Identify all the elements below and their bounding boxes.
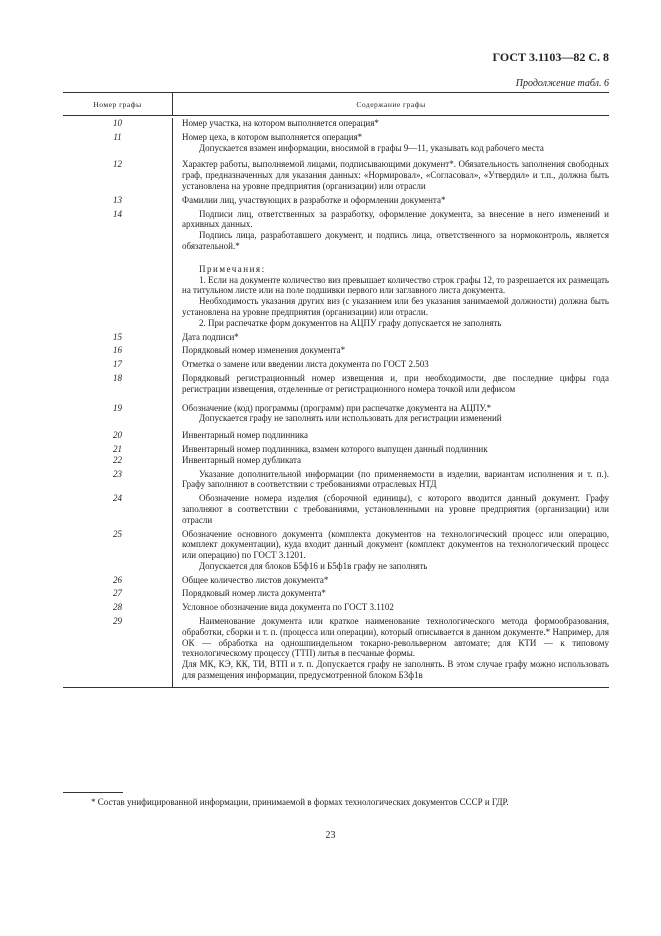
table-row [63, 195, 609, 206]
column-divider [172, 118, 173, 687]
table-row [63, 209, 609, 252]
table-row [63, 444, 609, 455]
row-paragraph: Фамилии лиц, участвующих в разработке и оформлении документа* [182, 194, 446, 205]
row-content [172, 159, 609, 191]
row-paragraph: 1. Если на документе количество виз превышает количество строк графы 12, то разрешается их размещать на титульном листе или на поле подшивки первого или заглавного листа документа. [182, 274, 609, 296]
row-paragraph: Подписи лиц, ответственных за разработку, оформление документа, за внесение в него изменений и архивных данных. [182, 208, 609, 230]
row-number: 14 [113, 208, 122, 219]
row-number: 28 [113, 602, 122, 613]
row-paragraph: Инвентарный номер дубликата [182, 454, 302, 465]
table-row [63, 616, 609, 681]
table-row [63, 359, 609, 370]
row-content [172, 602, 609, 613]
row-paragraph: Допускается для блоков Б5ф16 и Б5ф1в графу не заполнять [199, 560, 428, 571]
row-paragraph: Инвентарный номер подлинника, взамен которого выпущен данный подлинник [182, 443, 488, 454]
row-content [172, 195, 609, 206]
row-paragraph: Допускается взамен информации, вносимой в графы 9—11, указывать код рабочего места [199, 142, 544, 153]
footnote-divider [63, 792, 123, 793]
table-row [63, 403, 609, 425]
table-row [63, 575, 609, 586]
row-content [172, 143, 609, 154]
row-paragraph: 2. При распечатке форм документов на АЦПУ графу допускается не заполнять [199, 317, 502, 328]
row-content [172, 616, 609, 681]
content-table [63, 92, 609, 688]
row-number: 29 [113, 616, 122, 627]
table-header [63, 92, 609, 116]
row-content [172, 118, 609, 129]
table-row [63, 143, 609, 154]
table-row [63, 469, 609, 491]
row-number [63, 264, 172, 329]
table-row [63, 588, 609, 599]
table-row [63, 373, 609, 395]
table-continuation-label: Продолжение табл. 6 [515, 78, 609, 89]
row-content [172, 575, 609, 586]
row-number: 24 [113, 493, 122, 504]
row-number: 22 [113, 454, 122, 465]
row-number: 20 [113, 430, 122, 441]
row-paragraph: Подпись лица, разработавшего документ, и подпись лица, ответственного за нормоконтроль, является обязательной.* [182, 230, 609, 251]
row-content [172, 264, 609, 329]
row-number: 17 [113, 359, 122, 370]
row-number: 21 [113, 443, 122, 454]
row-content [172, 359, 609, 370]
table-bottom-padding [63, 681, 609, 687]
row-paragraph: Порядковый номер изменения документа* [182, 345, 346, 356]
row-content [172, 469, 609, 491]
row-content [172, 209, 609, 252]
row-number: 10 [113, 118, 122, 128]
row-paragraph: Обозначение номера изделия (сборочной единицы), с которого вводится данный документ. Графу заполняют в соответствии с требованиями, установленными на уровне предприятия (организации) или отрасли [182, 493, 609, 525]
row-number [63, 143, 172, 154]
footnote: * Состав унифицированной информации, принимаемой в формах технологических документов СССР и ГДР. [91, 797, 509, 807]
row-content [172, 373, 609, 395]
row-paragraph: Необходимость указания других виз (с указанием или без указания занимаемой должности) должна быть установлена на уровне предприятия (организации) или отрасли. [182, 296, 609, 317]
row-content [172, 430, 609, 441]
row-number: 18 [113, 372, 122, 383]
row-paragraph: Номер цеха, в котором выполняется операция* [182, 131, 363, 142]
table-row [63, 264, 609, 329]
page-number: 23 [325, 830, 336, 841]
row-number: 25 [113, 528, 122, 539]
row-number: 12 [113, 159, 122, 170]
row-paragraph: Обозначение (код) программы (программ) при распечатке документа на АЦПУ.* [182, 402, 492, 413]
column-header-number: Номер графы [63, 93, 173, 115]
row-paragraph: Отметка о замене или введении листа документа по ГОСТ 2.503 [182, 359, 429, 370]
table-row [63, 159, 609, 191]
table-row [63, 345, 609, 356]
table-row [63, 332, 609, 343]
row-content [172, 345, 609, 356]
row-content [172, 132, 609, 143]
row-paragraph: Порядковый регистрационный номер извещения и, при необходимости, две последние цифры года регистрации извещения, отделенные от регистрационного номера точкой или дефисом [182, 372, 609, 394]
row-number: 16 [113, 345, 122, 356]
row-paragraph: Указание дополнительной информации (по применяемости в изделии, вариантам исполнения и т. п.). Графу заполняют в соответствии с требованиями отраслевых НТД [182, 468, 609, 490]
table-row [63, 455, 609, 466]
table-row [63, 132, 609, 143]
row-paragraph: Порядковый номер листа документа* [182, 588, 326, 599]
document-header: ГОСТ 3.1103—82 С. 8 [492, 50, 609, 64]
row-number: 11 [113, 131, 122, 142]
row-number: 13 [113, 194, 122, 205]
row-content [172, 529, 609, 572]
row-number: 23 [113, 468, 122, 479]
row-number: 19 [113, 402, 122, 413]
table-row [63, 529, 609, 572]
table-row [63, 118, 609, 129]
row-paragraph: Для МК, КЭ, КК, ТИ, ВТП и т. п. Допускается графу не заполнять. В этом случае графу можно использовать для размещения информации, предусмотренной блоком Б3ф1в [182, 659, 609, 681]
row-paragraph: Инвентарный номер подлинника [182, 430, 308, 441]
row-content [172, 588, 609, 599]
notes-heading: Примечания: [199, 263, 266, 274]
row-paragraph: Общее количество листов документа* [182, 574, 329, 585]
row-paragraph: Обозначение основного документа (комплекта документов на технологический процесс или операцию, комплект документации), куда входит данный документ (комплект документов на технологический процесс или операцию) по ГОСТ 3.1201. [182, 528, 609, 561]
table-row [63, 430, 609, 441]
table-row [63, 493, 609, 525]
row-content [172, 332, 609, 343]
column-header-content: Содержание графы [356, 99, 426, 109]
row-number: 26 [113, 574, 122, 585]
row-paragraph: Наименование документа или краткое наименование технологического метода формообразования, обработки, сборки и т. п. (процесса или операции), который описывается в данном документе.* Например, для ОК — обработка на одношпиндельном токарно-револьверном автомате; для КТИ — к типовому технологическому процессу (ТТП) литья в песчаные формы. [182, 616, 609, 659]
row-paragraph: Характер работы, выполняемой лицами, подписывающими документ*. Обязательность заполнения свободных граф, предназначенных для указания данных: «Нормировал», «Согласовал», «Утвердил» и т.п., должна быть установлена на уровне предприятия (организации) или отрасли [182, 159, 609, 191]
row-content [172, 493, 609, 525]
row-number: 15 [113, 331, 122, 342]
row-number: 27 [113, 588, 122, 599]
table-body [63, 118, 609, 688]
row-paragraph: Номер участка, на котором выполняется операция* [182, 118, 379, 128]
row-paragraph: Условное обозначение вида документа по ГОСТ 3.1102 [182, 602, 394, 613]
row-content [172, 444, 609, 455]
row-paragraph: Дата подписи* [182, 331, 239, 342]
row-content [172, 403, 609, 425]
table-row [63, 602, 609, 613]
row-content [172, 455, 609, 466]
row-paragraph: Допускается графу не заполнять или использовать для регистрации изменений [199, 413, 502, 424]
